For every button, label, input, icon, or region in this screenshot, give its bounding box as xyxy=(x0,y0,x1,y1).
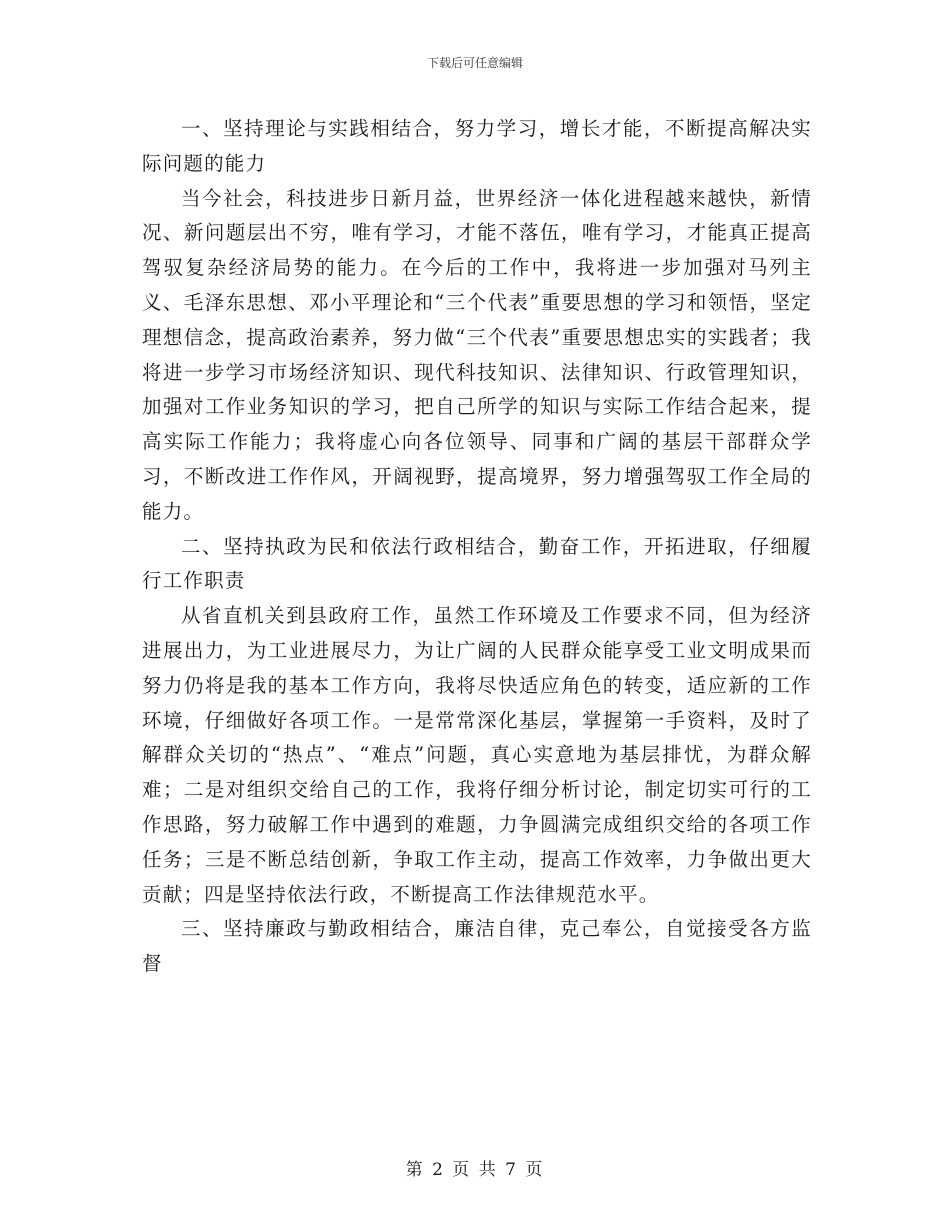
section-heading-1: 一、坚持理论与实践相结合，努力学习，增长才能，不断提高解决实际问题的能力 xyxy=(142,117,812,175)
document-body xyxy=(142,112,812,982)
section-heading-3: 三、坚持廉政与勤政相结合，廉洁自律，克己奉公，自觉接受各方监督 xyxy=(142,917,812,976)
page-header: 下载后可任意编辑 xyxy=(426,56,523,70)
section-heading-2: 二、坚持执政为民和依法行政相结合，勤奋工作，开拓进取，仔细履行工作职责 xyxy=(142,534,812,593)
page-number-footer: 第 2 页 共 7 页 xyxy=(405,1160,545,1180)
body-paragraph-2: 从省直机关到县政府工作，虽然工作环境及工作要求不同，但为经济进展出力，为工业进展尽力，为让广阔的人民群众能享受工业文明成果而努力仍将是我的基本工作方向，我将尽快适应角色的转变，适应新的工作环境，仔细做好各项工作。一是常常深化基层，掌握第一手资料，及时了解群众关切的“热点”、“难点”问题，真心实意地为基层排忧，为群众解难；二是对组织交给自己的工作，我将仔细分析讨论，制定切实可行的工作思路，努力破解工作中遇到的难题，力争圆满完成组织交给的各项工作任务；三是不断总结创新，争取工作主动，提高工作效率，力争做出更大贡献；四是坚持依法行政，不断提高工作法律规范水平。 xyxy=(142,604,812,906)
body-paragraph-1: 当今社会，科技进步日新月益，世界经济一体化进程越来越快，新情况、新问题层出不穷，唯有学习，才能不落伍，唯有学习，才能真正提高驾驭复杂经济局势的能力。在今后的工作中，我将进一步加强对马列主义、毛泽东思想、邓小平理论和“三个代表”重要思想的学习和领悟，坚定理想信念，提高政治素养，努力做“三个代表”重要思想忠实的实践者；我将进一步学习市场经济知识、现代科技知识、法律知识、行政管理知识，加强对工作业务知识的学习，把自己所学的知识与实际工作结合起来，提高实际工作能力；我将虚心向各位领导、同事和广阔的基层干部群众学习，不断改进工作作风，开阔视野，提高境界，努力增强驾驭工作全局的能力。 xyxy=(142,186,812,523)
